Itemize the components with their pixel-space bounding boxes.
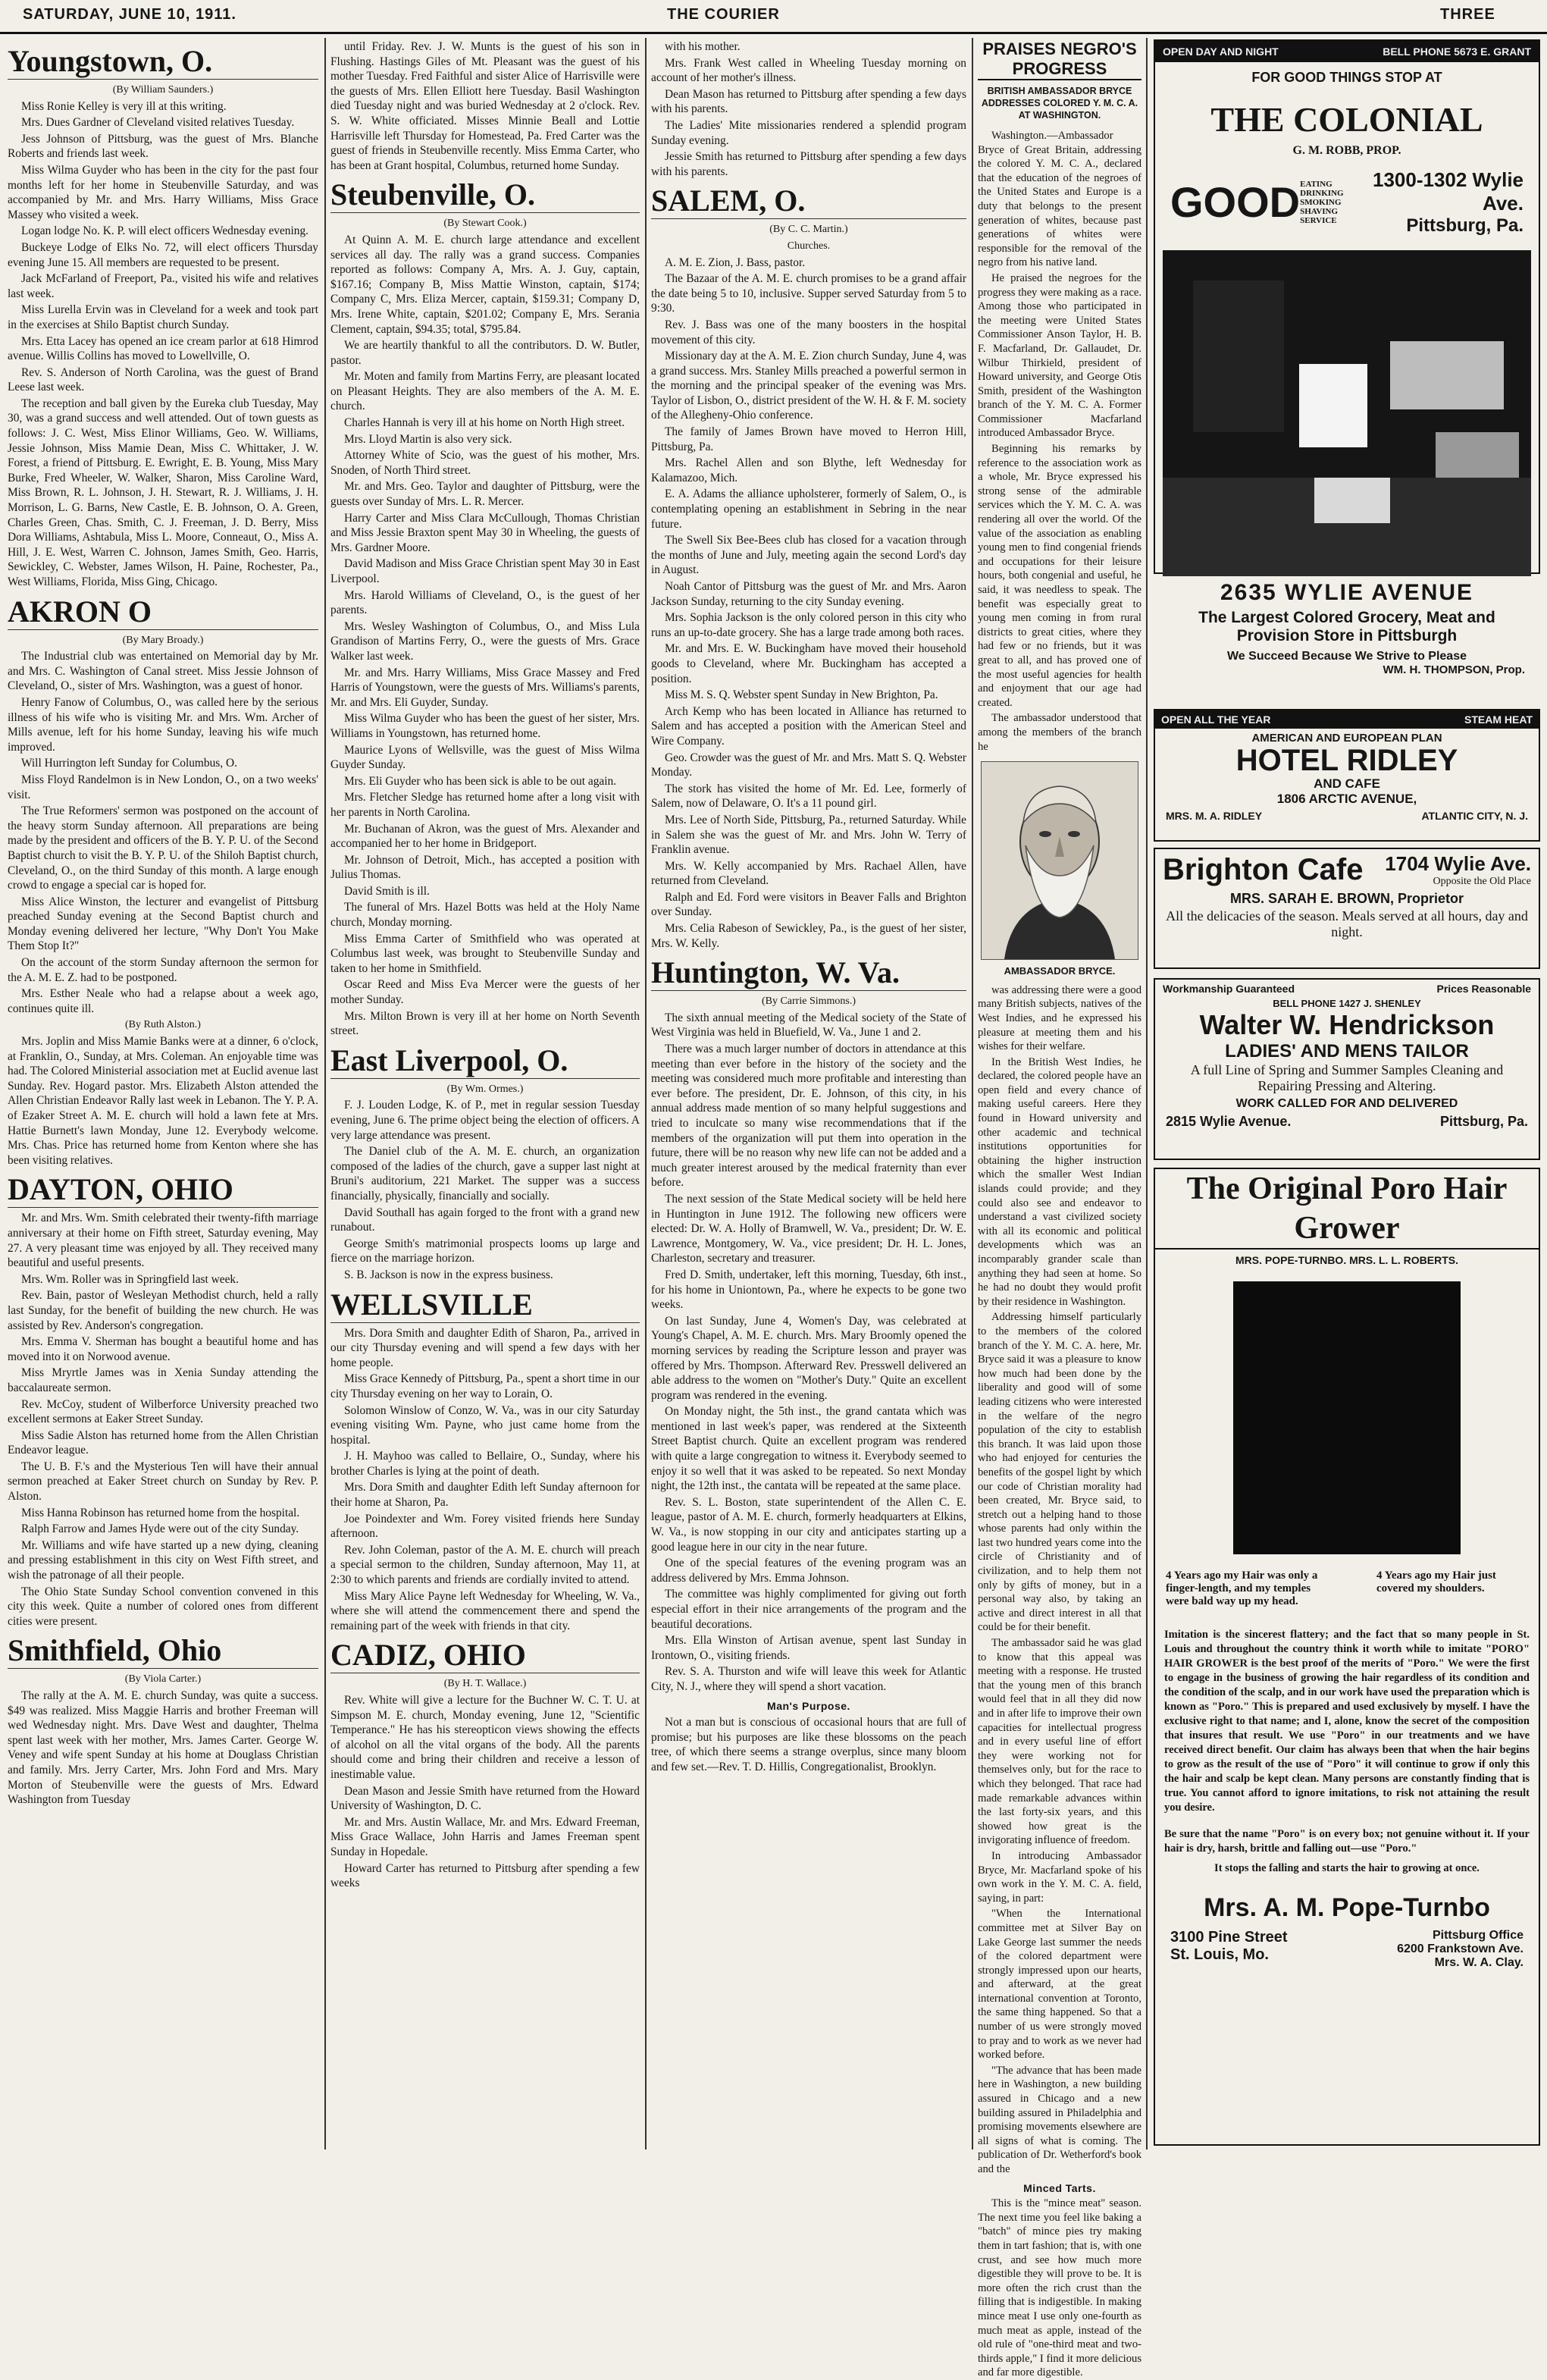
paragraph: David Smith is ill. bbox=[344, 884, 430, 898]
paragraph: The ambassador said he was glad to know that this appeal was meeting with a response. He trusted that the young men of this branch would feel that in all they did now and in after life to improve their own capacities for intellectual progress and in every useful line of effort they were working not for themselves only, but for the race to which they belonged. That race had made remarkable advances within the last forty-six years, and this showed how great is the invigorating influence of freedom. bbox=[978, 1637, 1141, 1847]
paragraph: The U. B. F.'s and the Mysterious Ten will have their annual sermon preached at Eaker Street church on Sunday by Rev. P. Alston. bbox=[8, 1460, 318, 1504]
paragraph: David Southall has again forged to the front with a grand new runabout. bbox=[330, 1206, 640, 1234]
cadiz-heading: CADIZ, OHIO bbox=[330, 1638, 640, 1673]
services-label: EATING DRINKING SMOKING SHAVING SERVICE bbox=[1300, 180, 1344, 225]
smithfield-heading: Smithfield, Ohio bbox=[8, 1633, 318, 1669]
akron-article bbox=[8, 649, 318, 1016]
paragraph: Miss Emma Carter of Smithfield who was operated at Columbus last week, was brought to Steubenville Sunday and taken to her home in Smithfield. bbox=[330, 932, 640, 975]
column-2 bbox=[330, 39, 640, 2147]
paragraph: Mr. and Mrs. Austin Wallace, Mr. and Mrs. Edward Freeman, Miss Grace Wallace, John Harris and James Freeman spent Sunday in Hopedale. bbox=[330, 1815, 640, 1858]
paragraph: Miss Wilma Guyder who has been in the city for the past four months left for her home in Steubenville Saturday, and was accompanied by Mr. and Mrs. Harry Williams, Miss Grace Massey who visited a week. bbox=[8, 163, 318, 221]
paragraph: Mrs. Frank West called in Wheeling Tuesday morning on account of her mother's illness. bbox=[651, 56, 966, 85]
paragraph: Ralph and Ed. Ford were visitors in Beaver Falls and Brighton over Sunday. bbox=[651, 890, 966, 919]
paragraph: The Industrial club was entertained on Memorial day by Mr. and Mrs. C. Washington of Canal street. Miss Jessie Johnson of Cleveland, O., sister of Mrs. Washington, was a guest of honor. bbox=[8, 650, 318, 693]
hotel-address: 1806 ARCTIC AVENUE, bbox=[1276, 792, 1417, 806]
paragraph: In introducing Ambassador Bryce, Mr. Macfarland spoke of his own work in the Y. M. C. A. field, saying, in part: bbox=[978, 1849, 1141, 1905]
paragraph: Miss Ronie Kelley is very ill at this writing. bbox=[21, 99, 227, 113]
poro-portrait bbox=[1233, 1281, 1461, 1554]
ad-city: Pittsburg, Pa. bbox=[1406, 215, 1524, 236]
ad-header bbox=[1155, 980, 1539, 998]
paragraph: Attorney White of Scio, was the guest of his mother, Mrs. Snoden, of North Third street. bbox=[330, 449, 640, 477]
hotel-city: ATLANTIC CITY, N. J. bbox=[1421, 810, 1528, 822]
paragraph: Mrs. Dues Gardner of Cleveland visited relatives Tuesday. bbox=[21, 116, 295, 130]
poro-main-address bbox=[1170, 1929, 1288, 1970]
brighton-addr-block bbox=[1385, 852, 1531, 888]
paragraph: Jack McFarland of Freeport, Pa., visited his wife and relatives last week. bbox=[8, 272, 318, 300]
paragraph: The funeral of Mrs. Hazel Botts was held at the Holy Name church, Monday morning. bbox=[330, 901, 640, 930]
paragraph: Mrs. Wesley Washington of Columbus, O., and Miss Lula Grandison of Martins Ferry, O., were the guests of Mrs. Grace Walker last week. bbox=[330, 619, 640, 663]
paragraph: E. A. Adams the alliance upholsterer, formerly of Salem, O., is contemplating opening an establishment in Sebring in the near future. bbox=[651, 488, 966, 531]
byline: (By C. C. Martin.) bbox=[769, 224, 848, 236]
hotel-name: HOTEL RIDLEY bbox=[1235, 744, 1458, 777]
paragraph: The Swell Six Bee-Bees club has closed for a vacation through the months of June and July, meeting again the second Lord's day in August. bbox=[651, 534, 966, 577]
paragraph: Miss Alice Winston, the lecturer and evangelist of Pittsburg preached Sunday evening at the Second Baptist church and Monday evening delivered her lecture, "Why Don't You Make Them Stop It?" bbox=[8, 895, 318, 953]
paragraph: Mrs. W. Kelly accompanied by Mrs. Rachael Allen, have returned from Cleveland. bbox=[651, 859, 966, 888]
paragraph: Mr. Johnson of Detroit, Mich., has accepted a position with Julius Thomas. bbox=[330, 853, 640, 882]
paragraph: Rev. John Coleman, pastor of the A. M. E. church will preach a special sermon to the children, Sunday afternoon, May 11, at 2:30 to which parents and friends are cordially invited to attend. bbox=[330, 1543, 640, 1587]
purpose-article bbox=[651, 1715, 966, 1774]
paragraph: Mrs. Celia Rabeson of Sewickley, Pa., is the guest of her sister, Mrs. W. Kelly. bbox=[651, 922, 966, 950]
poro-footer bbox=[1155, 1923, 1539, 1976]
paragraph: Mr. and Mrs. E. W. Buckingham have moved their household goods to Cleveland, where Mr. Buckingham has accepted a position. bbox=[651, 642, 966, 685]
tarts-heading: Minced Tarts. bbox=[1023, 2181, 1096, 2194]
byline: (By H. T. Wallace.) bbox=[443, 1678, 527, 1690]
poro-city: St. Louis, Mo. bbox=[1170, 1946, 1269, 1963]
brighton-cafe-ad bbox=[1154, 848, 1540, 969]
huntington-heading: Huntington, W. Va. bbox=[651, 955, 966, 991]
tailor-footer bbox=[1155, 1111, 1539, 1133]
bryce-article-continued bbox=[978, 983, 1141, 2177]
paragraph: The family of James Brown have moved to Herron Hill, Pittsburg, Pa. bbox=[651, 425, 966, 453]
tailor-city: Pittsburg, Pa. bbox=[1439, 1114, 1528, 1129]
paragraph: He praised the negroes for the progress they were making as a race. Among those who participated in the meeting were United States Commissioner Anson Taylor, H. B. F. Macfarland, Dr. Gallaudet, Dr. Wilbur Thirkield, president of Howard university, and George Otis Smith, president of the Washington branch of the Y. M. C. A. Former Commissioner Macfarland introduced Ambassador Bryce. bbox=[978, 271, 1141, 440]
paragraph: The committee was highly complimented for giving out forth especial effort in their nice arrangements of the program and the beautiful decorations. bbox=[651, 1588, 966, 1631]
paragraph: Mr. Williams and wife have started up a new dying, cleaning and pressing establishment in this city on West Fifth street, and wish the patronage of all their people. bbox=[8, 1538, 318, 1582]
paragraph: A. M. E. Zion, J. Bass, pastor. bbox=[665, 256, 806, 269]
paragraph: One of the special features of the evening program was an address delivered by Mrs. Emma Johnson. bbox=[651, 1557, 966, 1585]
paragraph: Miss Sadie Alston has returned home from the Allen Christian Endeavor league. bbox=[8, 1428, 318, 1457]
steubenville-heading: Steubenville, O. bbox=[330, 177, 640, 213]
grocery-owner: WM. H. THOMPSON, Prop. bbox=[1383, 663, 1525, 676]
east-liverpool-heading: East Liverpool, O. bbox=[330, 1043, 640, 1079]
paragraph: Mrs. Lee of North Side, Pittsburg, Pa., returned Saturday. While in Salem she was the guest of Mr. and Mrs. John W. Terry of Franklin avenue. bbox=[651, 813, 966, 857]
paragraph: The sixth annual meeting of the Medical society of the State of West Virginia was held in Bluefield, W. Va., June 1 and 2. bbox=[651, 1011, 966, 1039]
grocery-tagline: The Largest Colored Grocery, Meat and bbox=[1198, 609, 1495, 626]
ad-name: THE COLONIAL bbox=[1210, 100, 1483, 139]
paragraph: The Bazaar of the A. M. E. church promises to be a grand affair the date being 5 to 10, inclusive. Supper served Saturday from 5 to 9:30. bbox=[651, 272, 966, 315]
page-number: THREE bbox=[1440, 6, 1495, 23]
ad-header bbox=[1155, 41, 1539, 62]
paragraph: The next session of the State Medical society will be held here in Huntington in June 1912. The following new officers were elected: Dr. W. A. Holly of Bramwell, W. Va., president; Dr. W. E. Lawrence, Montgomery, W. Va., vice president; Dr. H. L. Jones, Charleston, secretary and treasurer. bbox=[651, 1192, 966, 1265]
column-rule bbox=[1146, 38, 1148, 2150]
byline: (By Viola Carter.) bbox=[124, 1673, 202, 1685]
paragraph: Solomon Winslow of Conzo, W. Va., was in our city Saturday evening visiting Wm. Payne, who just came home from the hospital. bbox=[330, 1403, 640, 1447]
season-label: OPEN ALL THE YEAR bbox=[1161, 713, 1271, 726]
paragraph: Dean Mason has returned to Pittsburg after spending a few days with his parents. bbox=[651, 87, 966, 116]
grocery-motto: We Succeed Because We Strive to Please bbox=[1226, 650, 1467, 663]
column-rule bbox=[324, 38, 326, 2150]
paragraph: Logan lodge No. K. P. will elect officers Wednesday evening. bbox=[21, 224, 309, 238]
heat-label: STEAM HEAT bbox=[1464, 713, 1533, 726]
steubenville-article bbox=[330, 233, 640, 1039]
bryce-deck: BRITISH AMBASSADOR BRYCE ADDRESSES COLORED Y. M. C. A. AT WASHINGTON. bbox=[981, 86, 1138, 121]
column-rule bbox=[972, 38, 973, 2150]
ad-good-row bbox=[1155, 158, 1539, 244]
poro-captions bbox=[1155, 1562, 1539, 1616]
paragraph: Will Hurrington left Sunday for Columbus, O. bbox=[21, 757, 237, 770]
paragraph: Mrs. Emma V. Sherman has bought a beautiful home and has moved into it on Norwood avenue. bbox=[8, 1335, 318, 1363]
paragraph: Rev. Bain, pastor of Wesleyan Methodist church, held a rally last Sunday, for the benefit of building the new church. He was assisted by Rev. Anderson's congregation. bbox=[8, 1289, 318, 1332]
hotel-footer bbox=[1155, 807, 1539, 825]
tarts-article bbox=[978, 2197, 1141, 2380]
paragraph: Miss Hanna Robinson has returned home from the hospital. bbox=[21, 1506, 300, 1519]
youngstown-heading: Youngstown, O. bbox=[8, 44, 318, 80]
paragraph: Mr. and Mrs. Harry Williams, Miss Grace Massey and Fred Harris of Youngstown, were the guests of Mrs. Williams's parents, Mr. and Mrs. Eli Guyder, Sunday. bbox=[330, 666, 640, 709]
poro-ad bbox=[1154, 1168, 1540, 2146]
hotel-ridley-ad bbox=[1154, 709, 1540, 842]
grocery-ad bbox=[1154, 580, 1540, 701]
paragraph: We are heartily thankful to all the contributors. D. W. Butler, pastor. bbox=[330, 339, 640, 367]
paragraph: Miss Lurella Ervin was in Cleveland for a week and took part in the exercises at Shilo Baptist church Sunday. bbox=[8, 303, 318, 331]
paragraph: David Madison and Miss Grace Christian spent May 30 in East Liverpool. bbox=[330, 557, 640, 585]
paragraph: with his mother. bbox=[665, 40, 741, 53]
continued-article bbox=[651, 39, 966, 179]
byline: (By William Saunders.) bbox=[112, 84, 214, 96]
paragraph: Charles Hannah is very ill at his home on North High street. bbox=[344, 416, 625, 430]
storefront-image bbox=[1163, 250, 1531, 576]
paragraph: The reception and ball given by the Eureka club Tuesday, May 30, was a grand success and well attended. Out of town guests as follows: J. C. West, Miss Elinor Williams, Geo. W. Williams, Jessie Johnson, Miss Mamie Dean, Miss C. Whittaker, J. W. Forest, a friend of Pittsburg. E. Ewright, E. B. Young, Miss Mary Burke, Fred Wheeler, W. Walker, Sharon, Miss Caroline Ward, Miss Brown, R. L. Johnson, J. H. Stewart, R. J. Williams, J. H. Morrison, L. G. Barns, New Castle, E. B. Johnson, O. A. Green, Charles Green, Chas. Smith, C. J. Freeman, J. D. Berry, Miss Dora Williams, Ashtabula, Miss L. Moore, Conneaut, O., Miss A. Hill, J. E. West, Warren C. Johnson, James Smith, Geo. Harris, Sewickley, C. Webster, James Wilson, H. Paine, Rochester, Pa., West Williams, Florida, Miss Ging, Chicago. bbox=[8, 397, 318, 588]
dayton-article bbox=[8, 1211, 318, 1629]
bryce-article bbox=[978, 129, 1141, 754]
tailor-phone: BELL PHONE 1427 J. SHENLEY bbox=[1273, 998, 1421, 1009]
poro-sure: Be sure that the name "Poro" is on every box; not genuine without it. If your hair is dry, harsh, brittle and falling out—use "Poro." bbox=[1164, 1828, 1530, 1855]
brighton-address: 1704 Wylie Ave. bbox=[1385, 852, 1531, 875]
brighton-name: Brighton Cafe bbox=[1163, 853, 1364, 886]
ad-prop: G. M. ROBB, PROP. bbox=[1292, 144, 1401, 157]
paragraph: Miss Grace Kennedy of Pittsburg, Pa., spent a short time in our city Thursday evening on her way to Lorain, O. bbox=[330, 1372, 640, 1400]
tailor-line-2: Repairing Pressing and Altering. bbox=[1257, 1078, 1436, 1093]
tailor-line-1: A full Line of Spring and Summer Samples Cleaning and bbox=[1190, 1062, 1504, 1077]
paragraph: Miss Mary Alice Payne left Wednesday for Wheeling, W. Va., where she will attend the commencement there and spend the remaining part of the week with friends in that city. bbox=[330, 1589, 640, 1632]
paragraph: Mrs. Lloyd Martin is also very sick. bbox=[344, 432, 512, 446]
wellsville-heading: WELLSVILLE bbox=[330, 1287, 640, 1323]
portrait-caption: AMBASSADOR BRYCE. bbox=[1004, 965, 1116, 977]
paragraph: Rev. McCoy, student of Wilberforce University preached two excellent sermons at Eaker Street Sunday. bbox=[8, 1397, 318, 1426]
paragraph: Mr. Buchanan of Akron, was the guest of Mrs. Alexander and accompanied her to her home in Bridgeport. bbox=[330, 822, 640, 851]
paragraph: Arch Kemp who has been located in Alliance has returned to Salem and has accepted a position with the American Steel and Wire Company. bbox=[651, 704, 966, 748]
paragraph: Joe Poindexter and Wm. Forey visited friends here Sunday afternoon. bbox=[330, 1512, 640, 1541]
office-name: Mrs. W. A. Clay. bbox=[1434, 1956, 1524, 1969]
poro-address: 3100 Pine Street bbox=[1170, 1929, 1288, 1946]
tailor-trade: LADIES' AND MENS TAILOR bbox=[1225, 1041, 1469, 1061]
paragraph: On last Sunday, June 4, Women's Day, was celebrated at Young's Chapel, A. M. E. church. Mrs. Mary Broomly opened the morning services by reading the Scripture lesson and prayer was offered by Mrs. Thompson. Afterward Rev. Presswell delivered an able address to the women on "Mother's Duty." Quite an excellent program was rendered in the evening. bbox=[651, 1314, 966, 1402]
column-rule bbox=[645, 38, 647, 2150]
paragraph: Rev. White will give a lecture for the Buchner W. C. T. U. at Simpson M. E. church, Monday evening, June 12, "Scientific Temperance." He has his stereopticon views showing the effects of alcohol on all the vital organs of the body. All the parents should come and bring their children and receive a lesson of inestimable value. bbox=[330, 1694, 640, 1781]
paragraph: was addressing there were a good many British subjects, natives of the West Indies, and he expressed his pleasure at meeting them and his wishes for their welfare. bbox=[978, 983, 1141, 1053]
phone-label: BELL PHONE 5673 E. GRANT bbox=[1383, 45, 1531, 58]
paragraph: Harry Carter and Miss Clara McCullough, Thomas Christian and Miss Jessie Braxton spent May 30 in Wheeling, the guests of Mrs. Gardner Moore. bbox=[330, 511, 640, 554]
ad-header bbox=[1155, 710, 1539, 729]
wellsville-article bbox=[330, 1326, 640, 1634]
paragraph: Rev. J. Bass was one of the many boosters in the hospital movement of this city. bbox=[651, 318, 966, 346]
paragraph: Miss Floyd Randelmon is in New London, O., on a two weeks' visit. bbox=[8, 773, 318, 801]
paragraph: Dean Mason and Jessie Smith have returned from the Howard University of Washington, D. C. bbox=[330, 1784, 640, 1813]
east-liverpool-article bbox=[330, 1098, 640, 1282]
paragraph: Mrs. Dora Smith and daughter Edith of Sharon, Pa., arrived in our city Thursday evening and will spend a few days with her home people. bbox=[330, 1326, 640, 1369]
paragraph: Mrs. Fletcher Sledge has returned home after a long visit with her parents in North Carolina. bbox=[330, 791, 640, 819]
paragraph: Mrs. Esther Neale who had a relapse about a week ago, continues quite ill. bbox=[8, 987, 318, 1015]
paragraph: The True Reformers' sermon was postponed on the account of the heavy storm Sunday afternoon. All preparations are being made by the president and officers of the B. Y. P. U. of the Second Baptist church to visit the B. Y. P. U. of the Shiloh Baptist church, Cleveland, O., on the third Sunday of this month. A large enough crowd to engage a special car is hoped for. bbox=[8, 804, 318, 892]
cafe-label: AND CAFE bbox=[1314, 776, 1380, 791]
paragraph: Miss Mryrtle James was in Xenia Sunday attending the baccalaureate sermon. bbox=[8, 1366, 318, 1394]
youngstown-article bbox=[8, 99, 318, 590]
prices-label: Prices Reasonable bbox=[1436, 983, 1531, 995]
paragraph: On the account of the storm Sunday afternoon the sermon for the A. M. E. Z. had to be postponed. bbox=[8, 956, 318, 984]
paragraph: Mr. and Mrs. Geo. Taylor and daughter of Pittsburg, were the guests over Sunday of Mrs. L. R. Mercer. bbox=[330, 480, 640, 509]
paragraph: Beginning his remarks by reference to the association work as a whole, Mr. Bryce expressed his strong sense of the admirable services which the Y. M. C. A. was rendering all over the world. Of the value of the association as enabling young men to find congenial friends and occupations for their leisure hours, both congenial and useful, he said, it was needless to speak. The benefit was especially great to young men coming in from rural districts to great cities, where they had few or no friends, but it was great to all, and has proved one of the most useful agencies for health and enjoyment that our age had created. bbox=[978, 443, 1141, 709]
tailor-name: Walter W. Hendrickson bbox=[1199, 1009, 1495, 1040]
paragraph: Buckeye Lodge of Elks No. 72, will elect officers Thursday evening June 15. All members are requested to be present. bbox=[8, 240, 318, 269]
paragraph: The Daniel club of the A. M. E. church, an organization composed of the ladies of the church, gave a supper last night at Bruni's auditorium, 221 Market. The supper was a success financially, physically, financially and socially. bbox=[330, 1145, 640, 1203]
office-address: 6200 Frankstown Ave. bbox=[1397, 1943, 1524, 1955]
masthead bbox=[0, 0, 1547, 34]
paragraph: Mrs. Wm. Roller was in Springfield last week. bbox=[21, 1272, 239, 1286]
paragraph: Henry Fanow of Columbus, O., was called here by the serious illness of his wife who is visiting Mr. and Mrs. Wm. Archer of Mills avenue, left for his home Sunday, leaving his wife much improved. bbox=[8, 695, 318, 754]
hotel-prop: MRS. M. A. RIDLEY bbox=[1166, 810, 1263, 822]
paragraph: The Ladies' Mite missionaries rendered a splendid program Sunday evening. bbox=[651, 118, 966, 147]
paragraph: Fred D. Smith, undertaker, left this morning, Tuesday, 6th inst., for his home in Uniontown, Pa., where he expects to be gone two weeks. bbox=[651, 1268, 966, 1312]
poro-names: MRS. POPE-TURNBO. MRS. L. L. ROBERTS. bbox=[1235, 1254, 1458, 1266]
paragraph: until Friday. Rev. J. W. Munts is the guest of his son in Flushing. Hastings Giles of Mt. Pleasant was the guest of his mother Tuesday. Fred Faithful and sister Alice of Harrisville were the guests of Mrs. Ellen Elliott here Tuesday. Basil Washington died Tuesday night and was buried Wednesday at 2 o'clock. Rev. S. W. White officiated. Misses Minnie Beall and Lottie Harrisville left Thursday for Homestead, Pa. Fred Carter was the guest of friends in Steubenville recently. Miss Emma Carter, who has been at Grant hospital, Columbus, returned home Sunday. bbox=[330, 40, 640, 172]
paragraph: The rally at the A. M. E. church Sunday, was quite a success. $49 was realized. Miss Maggie Harris and brother Freeman will wed Wednesday night. Mrs. Dave West and daughter, Thelma spent last week with her mother, Mrs. James Carter. George W. Veney and wife spent Sunday at his home at Douglass Christian and family. Mrs. Jerry Carter, Mrs. John Ford and Mrs. Mary Morton of Steubenville were the guests of Mrs. Edward Washington from Tuesday bbox=[8, 1689, 318, 1807]
subhead: Churches. bbox=[787, 240, 831, 252]
column-3 bbox=[651, 39, 966, 2147]
plan-label: AMERICAN AND EUROPEAN PLAN bbox=[1251, 732, 1442, 745]
paragraph: Noah Cantor of Pittsburg was the guest of Mr. and Mrs. Aaron Jackson Sunday, returning to the city Sunday evening. bbox=[651, 580, 966, 608]
paragraph: Not a man but is conscious of occasional hours that are full of promise; but his purposes are like these blossoms on the peach tree, of which there seems a strange overplus, since many bloom and few set.—Rev. T. D. Hillis, Congregationalist, Brooklyn. bbox=[651, 1716, 966, 1773]
paragraph: The ambassador understood that among the members of the branch he bbox=[978, 712, 1141, 753]
paragraph: Washington.—Ambassador Bryce of Great Britain, addressing the colored Y. M. C. A., declared that the education of the negroes of the United States and Europe is a duty that belongs to the present generation of whites, because past generations of whites were responsible for the removal of the negro from his native land. bbox=[978, 130, 1141, 269]
poro-office bbox=[1397, 1929, 1524, 1970]
good-label: GOOD bbox=[1170, 178, 1301, 226]
bryce-portrait bbox=[981, 761, 1138, 960]
brighton-line: All the delicacies of the season. Meals served at all hours, day and night. bbox=[1166, 908, 1528, 939]
poro-signature: Mrs. A. M. Pope-Turnbo bbox=[1204, 1893, 1490, 1922]
storefront-photo bbox=[1163, 250, 1531, 576]
paper-title: THE COURIER bbox=[667, 6, 780, 23]
continued-article bbox=[330, 39, 640, 173]
poro-stop: It stops the falling and starts the hair to growing at once. bbox=[1214, 1862, 1480, 1874]
brighton-prop: MRS. SARAH E. BROWN, Proprietor bbox=[1229, 891, 1464, 906]
colonial-ad bbox=[1154, 39, 1540, 574]
paragraph: Jessie Smith has returned to Pittsburg after spending a few days with his parents. bbox=[651, 150, 966, 178]
dayton-heading: DAYTON, OHIO bbox=[8, 1172, 318, 1208]
brighton-row bbox=[1155, 849, 1539, 888]
issue-date: SATURDAY, JUNE 10, 1911. bbox=[23, 6, 236, 23]
paragraph: Addressing himself particularly to the members of the colored branch of the Y. M. C. A. here, Mr. Bryce said it was a pleasure to know how much had been done by the liberality and good will of some leading citizens who were interested in the welfare of the negro population of the city to establish this branch. It was laid upon those who had enjoyed for centuries the benefits of the gospel light by which our code of Christian morality had been created, Mr. Bryce said, to stretch out a helping hand to those whose parents had only within the last two hundred years come into the circle of Christianity and of civilization, and to help them not only by gifts of money, but in a personal way also, by taking an active and direct interest in all that could be for their benefit. bbox=[978, 1311, 1141, 1634]
byline: (By Stewart Cook.) bbox=[443, 218, 527, 230]
paragraph: At Quinn A. M. E. church large attendance and excellent services all day. The rally was a grand success. Companies reported as follows: Company A, Mrs. A. J. Guy, captain, $167.16; Company B, Miss Mattie Winston, captain, $174; Company C, Mrs. Eliza Mercer, captain, $159.31; Company D, Mrs. Irene White, captain, $201.02; Company E, Mrs. Serania Clement, captain, $94.35; total, $795.84. bbox=[330, 233, 640, 336]
paragraph: Jess Johnson of Pittsburg, was the guest of Mrs. Blanche Roberts and friends last week. bbox=[8, 132, 318, 161]
paragraph: Mrs. Eli Guyder who has been sick is able to be out again. bbox=[344, 774, 617, 788]
byline: (By Ruth Alston.) bbox=[125, 1019, 201, 1031]
paragraph: "The advance that has been made here in Washington, a new building assured in Chicago and a new building assured in Philadelphia and promising movements elsewhere are all signs of what is coming. The publication of Dr. Wetherford's book and the bbox=[978, 2064, 1141, 2175]
office-label: Pittsburg Office bbox=[1432, 1929, 1524, 1942]
purpose-heading: Man's Purpose. bbox=[767, 1699, 850, 1712]
paragraph: Mrs. Harold Williams of Cleveland, O., is the guest of her parents. bbox=[330, 588, 640, 617]
paragraph: Mrs. Dora Smith and daughter Edith left Sunday afternoon for their home at Sharon, Pa. bbox=[330, 1481, 640, 1510]
ad-address: 1300-1302 Wylie Ave. bbox=[1373, 168, 1524, 215]
paragraph: Mrs. Milton Brown is very ill at her home on North Seventh street. bbox=[330, 1009, 640, 1038]
paragraph: Maurice Lyons of Wellsville, was the guest of Miss Wilma Guyder Sunday. bbox=[330, 743, 640, 772]
paragraph: J. H. Mayhoo was called to Bellaire, O., Sunday, where his brother Charles is lying at the point of death. bbox=[330, 1450, 640, 1478]
tailor-address: 2815 Wylie Avenue. bbox=[1166, 1114, 1292, 1129]
ad-line: FOR GOOD THINGS STOP AT bbox=[1251, 70, 1442, 85]
byline: (By Mary Broady.) bbox=[122, 634, 204, 646]
paragraph: On Monday night, the 5th inst., the grand cantata which was mentioned in last week's paper, was rendered at the Sixteenth Street Baptist church. Quite an excellent program was rendered with quite a large congregation to witness it. Everybody seemed to enjoy it so well that it was asked to be repeated. So next Monday night, the 12th inst., the cantata will be repeated at the same place. bbox=[651, 1405, 966, 1493]
akron-heading: AKRON O bbox=[8, 594, 318, 630]
paragraph: Rev. S. L. Boston, state superintendent of the Allen C. E. league, pastor of A. M. E. church, formerly headquarters at Elkins, W. Va., is now stopping in our city and anticipates starting up a good league here in our city in the near future. bbox=[651, 1495, 966, 1554]
salem-heading: SALEM, O. bbox=[651, 183, 966, 219]
poro-title: The Original Poro Hair Grower bbox=[1155, 1169, 1539, 1250]
paragraph: There was a much larger number of doctors in attendance at this meeting than ever before in the history of the society and the meeting was considered much more profitable and interesting than ever before. The president, Dr. E. Johnson, of this city, in his annual address made mention of so many helpful suggestions and tried to inculcate so many wise recommendations that if the members of the organization will put them into operation in the future, there will be no reason why new life can not be added and a much greater interest aroused by the medical fraternity than ever before. bbox=[651, 1043, 966, 1190]
paragraph: Oscar Reed and Miss Eva Mercer were the guests of her mother Sunday. bbox=[330, 978, 640, 1007]
hours-label: OPEN DAY AND NIGHT bbox=[1163, 45, 1279, 58]
paragraph: Mrs. Etta Lacey has opened an ice cream parlor at 618 Himrod avenue. Willis Collins has moved to Lowellville, O. bbox=[8, 334, 318, 363]
column-4 bbox=[978, 39, 1141, 2379]
brighton-opposite: Opposite the Old Place bbox=[1433, 876, 1531, 887]
huntington-article bbox=[651, 1011, 966, 1695]
paragraph: Miss M. S. Q. Webster spent Sunday in New Brighton, Pa. bbox=[665, 688, 938, 702]
paragraph: "When the International committee met at Silver Bay on Lake George last summer the needs of the colored department were strongly impressed upon our hearts, and afterward, at the great international convention at Toronto, the same thing happened. So that a number of us were strongly moved to pray and to work as we never had worked before. bbox=[978, 1908, 1141, 2062]
akron-article-2 bbox=[8, 1034, 318, 1168]
bryce-headline: PRAISES NEGRO'S PROGRESS bbox=[978, 39, 1141, 80]
guarantee-label: Workmanship Guaranteed bbox=[1163, 983, 1295, 995]
cadiz-article bbox=[330, 1693, 640, 1891]
paragraph: The Ohio State Sunday School convention convened in this city this week. Quite a number of colored ones from different cities were present. bbox=[8, 1585, 318, 1628]
poro-body: Imitation is the sincerest flattery; and the fact that so many people in St. Louis and throughout the country think it worth while to imitate "PORO" HAIR GROWER is the best proof of the merits of "Poro." We were the first to engage in the business of growing the hair regardless of its condition and the condition of the scalp, and in our work have used the preparation which is known as "Poro." This is prepared and used exclusively by myself. I have the exclusive right to that name; and I, alone, know the secret of the composition that insures that result. We use "Poro" in our treatments and we have received direct benefit. Our claim has always been that when the hair begins to grow as the result of the use of "Poro" it will continue to grow if only this the hair and scalp be kept clean. Many persons are constantly finding that is true. You cannot afford to ignore imitations, to risk not attaining the result you desire. bbox=[1164, 1629, 1530, 1814]
paragraph: This is the "mince meat" season. The next time you feel like baking a "batch" of mince pies try making them in tart fashion; that is, with one crust, and see how much more digestible they will prove to be. It is more often the rich crust than the filling that is indigestible. In making mince meat I use only one-fourth as much meat as apple, instead of the old rule of "one-third meat and two-thirds apple," I find it more delicious and far more digestible. bbox=[978, 2197, 1141, 2379]
paragraph: Mrs. Rachel Allen and son Blythe, left Wednesday for Kalamazoo, Mich. bbox=[651, 456, 966, 484]
portrait-engraving bbox=[982, 762, 1138, 959]
ad-address-block bbox=[1348, 168, 1524, 237]
paragraph: Mrs. Joplin and Miss Mamie Banks were at a dinner, 6 o'clock, at Franklin, O., Sunday, at Mrs. Coleman. An enjoyable time was had. The Colored Ministerial association met at Euclid avenue last Sunday. Rev. Hogard pastor. Mrs. Elizabeth Alston attended the Allen Christian Endeavor Rally last week in Lebanon. The Y. P. A. of Ezaker Street A. M. E. church will hold a lawn fete at Mrs. Hattie Burnett's lawn Monday, June 12. Everybody welcome. Mrs. Chas. Price has returned home from Kenton where she has been visiting relatives. bbox=[8, 1035, 318, 1167]
byline: (By Carrie Simmons.) bbox=[761, 996, 856, 1008]
caption-right: 4 Years ago my Hair just covered my shoulders. bbox=[1376, 1569, 1496, 1595]
grocery-address: 2635 WYLIE AVENUE bbox=[1220, 580, 1474, 605]
grocery-tagline-2: Provision Store in Pittsburgh bbox=[1236, 627, 1458, 644]
paragraph: Howard Carter has returned to Pittsburg after spending a few weeks bbox=[330, 1861, 640, 1890]
paragraph: Mrs. Ella Winston of Artisan avenue, spent last Sunday in Irontown, O., visiting friends. bbox=[651, 1634, 966, 1662]
caption-left: 4 Years ago my Hair was only a finger-length, and my temples were bald way up my head. bbox=[1166, 1569, 1318, 1607]
tailor-line-3: WORK CALLED FOR AND DELIVERED bbox=[1235, 1097, 1458, 1110]
paragraph: Rev. S. A. Thurston and wife will leave this week for Atlantic City, N. J., where they will spend a short vacation. bbox=[651, 1665, 966, 1693]
paragraph: Miss Wilma Guyder who has been the guest of her sister, Mrs. Williams in Youngstown, has returned home. bbox=[330, 712, 640, 740]
byline: (By Wm. Ormes.) bbox=[446, 1083, 524, 1095]
paragraph: S. B. Jackson is now in the express business. bbox=[344, 1268, 553, 1281]
smithfield-article bbox=[8, 1689, 318, 1808]
paragraph: Ralph Farrow and James Hyde were out of the city Sunday. bbox=[21, 1522, 299, 1536]
paragraph: Mr. and Mrs. Wm. Smith celebrated their twenty-fifth marriage anniversary at their home on Fifth street, Saturday evening, May 27. A very pleasant time was enjoyed by all. They received many beautiful and useful presents. bbox=[8, 1212, 318, 1270]
paragraph: Geo. Crowder was the guest of Mr. and Mrs. Matt S. Q. Webster Monday. bbox=[651, 751, 966, 779]
paragraph: Rev. S. Anderson of North Carolina, was the guest of Brand Leese last week. bbox=[8, 365, 318, 394]
paragraph: Mr. Moten and family from Martins Ferry, are pleasant located on Pleasant Heights. They are also members of the A. M. E. church. bbox=[330, 370, 640, 413]
paragraph: Missionary day at the A. M. E. Zion church Sunday, June 4, was a grand success. Mrs. Stanley Mills preached a powerful sermon in the morning and the principal speaker of the evening was Mrs. Taylor of Lisbon, O., district president of the W. H. & F. M. society of the Allegheny-Ohio conference. bbox=[651, 350, 966, 422]
tailor-ad bbox=[1154, 978, 1540, 1160]
paragraph: In the British West Indies, he declared, the colored people have an open field and every chance of making useful careers. Here they found in Howard university and other academic and technical institutions opportunities for obtaining the higher instruction which the smaller West Indian islands could provide; and they could also see and endeavor to understand a vast civilized society with all its economic and political developments which was an incomparably grander scale than anything they had seen at home. So he had no doubt they would profit by their residence in Washington. bbox=[978, 1055, 1141, 1308]
column-1 bbox=[8, 39, 318, 2147]
salem-article bbox=[651, 256, 966, 952]
paragraph: George Smith's matrimonial prospects looms up large and fierce on the marriage horizon. bbox=[330, 1237, 640, 1265]
paragraph: F. J. Louden Lodge, K. of P., met in regular session Tuesday evening, June 6. The prime object being the election of officers. A very large attendance was present. bbox=[330, 1099, 640, 1142]
paragraph: Mrs. Sophia Jackson is the only colored person in this city who runs an up-to-date grocery. She has a large trade among both races. bbox=[651, 611, 966, 639]
paragraph: The stork has visited the home of Mr. Ed. Lee, formerly of Salem, now of Delaware, O. It's a 11 pound girl. bbox=[651, 782, 966, 811]
